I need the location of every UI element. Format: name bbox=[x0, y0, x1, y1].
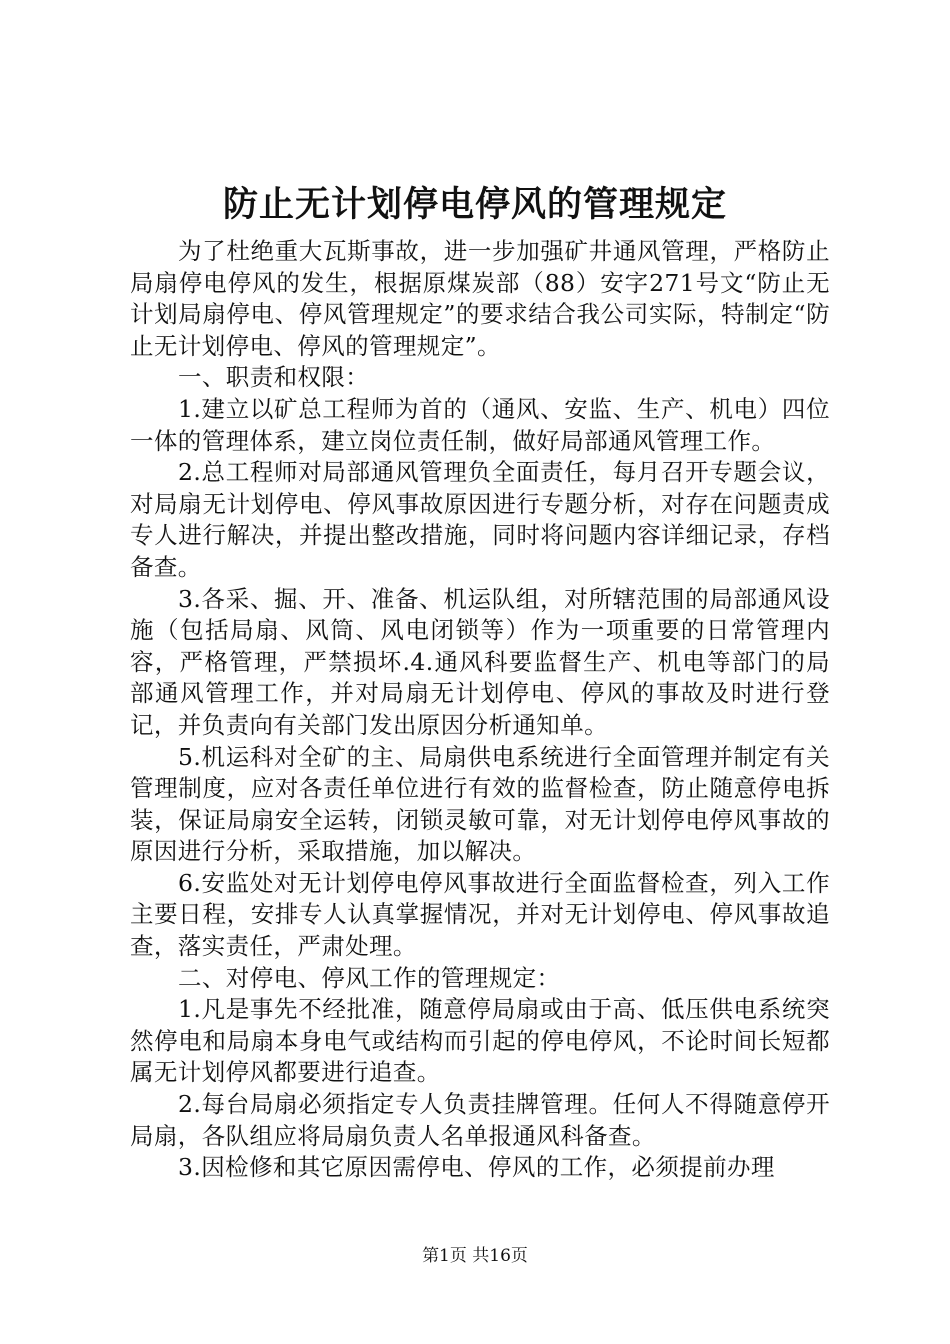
paragraph-item: 6.安监处对无计划停电停风事故进行全面监督检查，列入工作主要日程，安排专人认真掌握情况，并对无计划停电、停风事故追查，落实责任，严肃处理。 bbox=[130, 868, 830, 961]
document-title: 防止无计划停电停风的管理规定 bbox=[222, 184, 727, 225]
document-body bbox=[130, 236, 830, 1184]
paragraph-item: 3.因检修和其它原因需停电、停风的工作，必须提前办理 bbox=[178, 1153, 775, 1182]
paragraph-item: 1.凡是事先不经批准，随意停局扇或由于高、低压供电系统突然停电和局扇本身电气或结构而引起的停电停风，不论时间长短都属无计划停风都要进行追查。 bbox=[130, 995, 830, 1087]
paragraph-item: 2.总工程师对局部通风管理负全面责任，每月召开专题会议，对局扇无计划停电、停风事故原因进行专题分析，对存在问题责成专人进行解决，并提出整改措施，同时将问题内容详细记录，存档备查。 bbox=[130, 458, 830, 581]
paragraph-item: 1.建立以矿总工程师为首的（通风、安监、生产、机电）四位一体的管理体系，建立岗位责任制，做好局部通风管理工作。 bbox=[130, 394, 830, 455]
section-heading-2: 二、对停电、停风工作的管理规定： bbox=[178, 963, 561, 992]
page-number-footer: 第1页 共16页 bbox=[422, 1246, 528, 1266]
paragraph-item: 3.各采、掘、开、准备、机运队组，对所辖范围的局部通风设施（包括局扇、风筒、风电闭锁等）作为一项重要的日常管理内容，严格管理，严禁损坏.4.通风科要监督生产、机电等部门的局部通风管理工作，并对局扇无计划停电、停风的事故及时进行登记，并负责向有关部门发出原因分析通知单。 bbox=[130, 584, 830, 739]
paragraph-intro: 为了杜绝重大瓦斯事故，进一步加强矿井通风管理，严格防止局扇停电停风的发生，根据原煤炭部（88）安字271号文“防止无计划局扇停电、停风管理规定”的要求结合我公司实际，特制定“防止无计划停电、停风的管理规定”。 bbox=[130, 237, 830, 360]
paragraph-item: 2.每台局扇必须指定专人负责挂牌管理。任何人不得随意停开局扇，各队组应将局扇负责人名单报通风科备查。 bbox=[130, 1090, 830, 1150]
section-heading-1: 一、职责和权限： bbox=[178, 363, 370, 392]
paragraph-item: 5.机运科对全矿的主、局扇供电系统进行全面管理并制定有关管理制度，应对各责任单位进行有效的监督检查，防止随意停电拆装，保证局扇安全运转，闭锁灵敏可靠，对无计划停电停风事故的原因进行分析，采取措施，加以解决。 bbox=[130, 742, 830, 866]
